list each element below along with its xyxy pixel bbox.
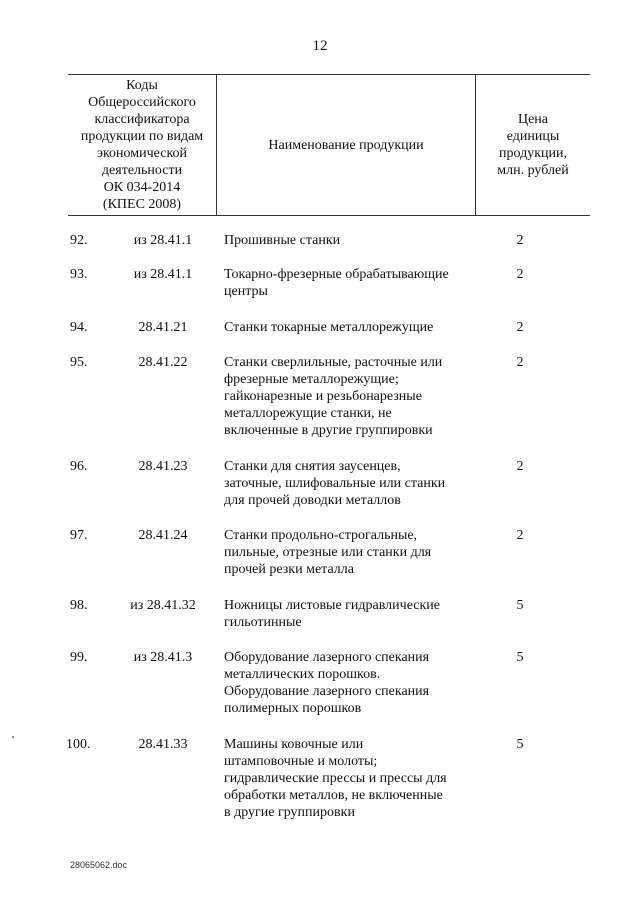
header-code-line: ОК 034-2014 [103, 180, 181, 195]
row-product-name: Токарно-фрезерные обрабатывающие центры [224, 267, 449, 299]
row-code: 28.41.33 [138, 737, 188, 752]
row-number: 96. [70, 459, 88, 474]
header-price-line: Цена [517, 112, 549, 127]
row-code: из 28.41.1 [133, 267, 193, 282]
row-number: 95. [70, 355, 88, 370]
row-code: из 28.41.3 [133, 650, 193, 665]
header-code-line: Общероссийского [88, 95, 196, 110]
row-price: 2 [516, 528, 524, 543]
header-price-line: единицы [506, 129, 560, 144]
page-number: 12 [312, 38, 328, 54]
header-code-line: продукции по видам [80, 129, 204, 144]
header-code-line: (КПЕС 2008) [102, 197, 182, 212]
row-code: 28.41.23 [138, 459, 188, 474]
table-header [68, 74, 590, 216]
header-code-line: экономической [96, 146, 188, 161]
document-id: 28065062.doc [70, 860, 128, 870]
row-product-name: Оборудование лазерного спекания металлических порошков. Оборудование лазерного спекания полимерных порошков [224, 650, 430, 716]
row-price: 2 [516, 233, 524, 248]
header-code-line: Коды [126, 78, 158, 93]
row-number: 97. [70, 528, 88, 543]
row-product-name: Прошивные станки [224, 233, 341, 248]
row-price: 5 [516, 650, 524, 665]
header-price-column [476, 75, 590, 215]
row-price: 2 [516, 267, 524, 282]
row-product-name: Станки продольно-строгальные, пильные, отрезные или станки для прочей резки металла [224, 528, 432, 577]
header-name-column [217, 75, 476, 215]
header-code-line: деятельности [101, 163, 183, 178]
header-name-label: Наименование продукции [268, 137, 424, 153]
row-code: 28.41.21 [138, 320, 188, 335]
row-price: 5 [516, 598, 524, 613]
row-product-name: Станки сверлильные, расточные или фрезерные металлорежущие; гайконарезные и резьбонарезные металлорежущие станки, не включенные в другие группировки [224, 355, 443, 438]
row-number: 99. [70, 650, 88, 665]
row-number: 94. [70, 320, 88, 335]
row-price: 5 [516, 737, 524, 752]
row-number: 93. [70, 267, 88, 282]
header-price-line: продукции, [499, 146, 567, 161]
row-number: 98. [70, 598, 88, 613]
row-product-name: Станки для снятия заусенцев, заточные, шлифовальные или станки для прочей доводки металлов [224, 459, 446, 508]
row-price: 2 [516, 355, 524, 370]
row-code: из 28.41.32 [130, 598, 196, 613]
header-code-column [68, 75, 217, 215]
header-code-line: классификатора [94, 112, 190, 127]
row-code: из 28.41.1 [133, 233, 193, 248]
row-number: 100. [66, 737, 91, 752]
row-product-name: Машины ковочные или штамповочные и молоты; гидравлические прессы и прессы для обработки металлов, не включенные в другие группировки [224, 737, 447, 820]
row-number: 92. [70, 233, 88, 248]
scan-speck [12, 736, 14, 738]
header-price-line: млн. рублей [497, 163, 569, 178]
row-code: 28.41.22 [138, 355, 188, 370]
row-product-name: Ножницы листовые гидравлические гильотинные [224, 598, 440, 630]
row-code: 28.41.24 [138, 528, 188, 543]
row-price: 2 [516, 320, 524, 335]
row-price: 2 [516, 459, 524, 474]
row-product-name: Станки токарные металлорежущие [224, 320, 434, 335]
